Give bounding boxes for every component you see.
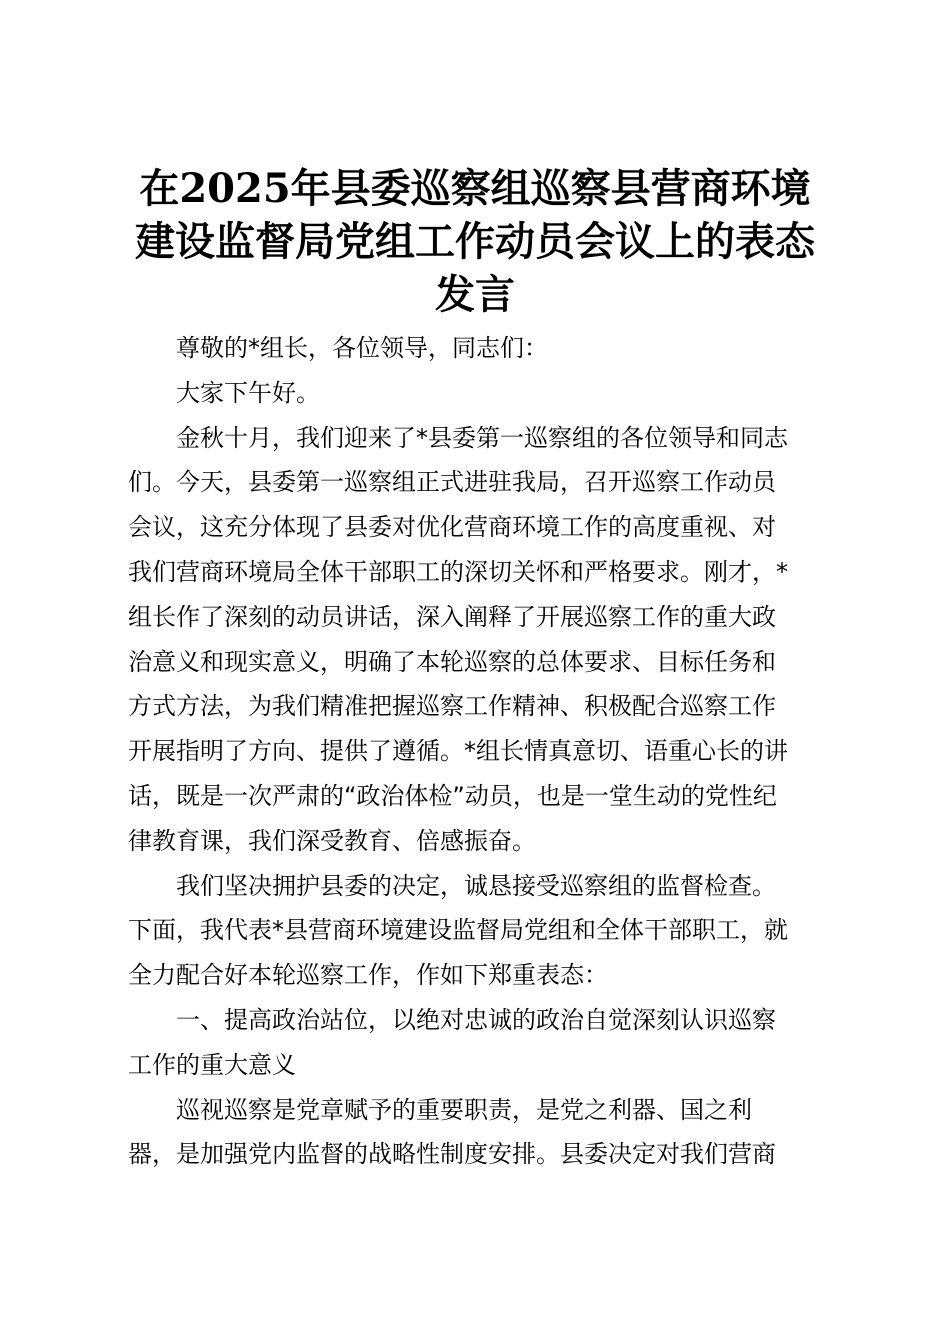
paragraph-line: 话，既是一次严肃的“政治体检”动员，也是一堂生动的党性纪 <box>128 781 777 810</box>
paragraph-line: 会议，这充分体现了县委对优化营商环境工作的高度重视、对 <box>128 513 776 542</box>
paragraph-line: 下面，我代表*县营商环境建设监督局党组和全体干部职工，就 <box>128 916 788 945</box>
paragraph-line: 律教育课，我们深受教育、倍感振奋。 <box>128 826 536 855</box>
paragraph <box>128 326 828 371</box>
paragraph-line: 我们坚决拥护县委的决定，诚恳接受巡察组的监督检查。 <box>176 871 776 900</box>
paragraph-line: 一、提高政治站位，以绝对忠诚的政治自觉深刻认识巡察 <box>176 1005 776 1034</box>
title-line: 在2025年县委巡察组巡察县营商环境 <box>139 165 811 212</box>
paragraph-line: 金秋十月，我们迎来了*县委第一巡察组的各位领导和同志 <box>176 423 788 452</box>
paragraph-line: 工作的重大意义 <box>128 1050 296 1079</box>
paragraph-line: 我们营商环境局全体干部职工的深切关怀和严格要求。刚才，* <box>128 557 788 586</box>
paragraph <box>128 998 828 1088</box>
paragraph-line: 开展指明了方向、提供了遵循。*组长情真意切、语重心长的讲 <box>128 737 788 766</box>
paragraph <box>128 1088 828 1178</box>
paragraph-line: 大家下午好。 <box>176 378 320 407</box>
document-title <box>0 162 950 321</box>
paragraph <box>128 864 828 998</box>
paragraph-line: 全力配合好本轮巡察工作，作如下郑重表态： <box>128 961 608 990</box>
paragraph-line: 巡视巡察是党章赋予的重要职责，是党之利器、国之利 <box>176 1095 752 1124</box>
paragraph-line: 尊敬的*组长，各位领导，同志们： <box>176 334 548 362</box>
paragraph-line: 器，是加强党内监督的战略性制度安排。县委决定对我们营商 <box>128 1140 776 1169</box>
paragraph-line: 们。今天，县委第一巡察组正式进驻我局，召开巡察工作动员 <box>128 468 776 497</box>
title-line: 建设监督局党组工作动员会议上的表态 <box>135 218 815 265</box>
document-body <box>128 326 828 1177</box>
paragraph-line: 治意义和现实意义，明确了本轮巡察的总体要求、目标任务和 <box>128 647 776 676</box>
paragraph-line: 组长作了深刻的动员讲话，深入阐释了开展巡察工作的重大政 <box>128 602 776 631</box>
paragraph <box>128 416 828 864</box>
paragraph <box>128 371 828 416</box>
title-line: 发言 <box>435 271 515 318</box>
paragraph-line: 方式方法，为我们精准把握巡察工作精神、积极配合巡察工作 <box>128 692 776 721</box>
